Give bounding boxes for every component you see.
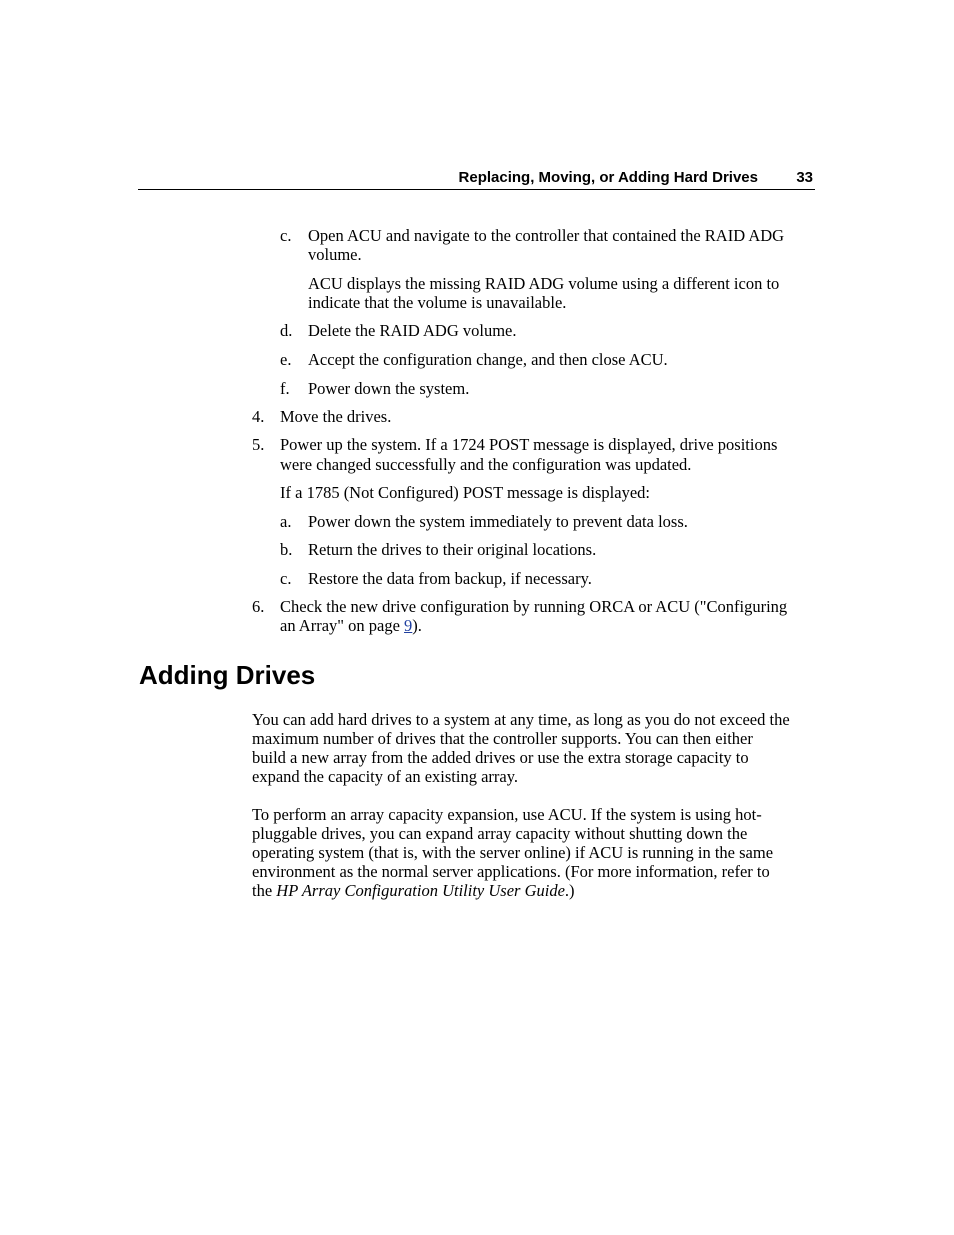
text-fragment: an Array" on page: [280, 616, 405, 635]
list-item-note: indicate that the volume is unavailable.: [308, 293, 567, 312]
list-marker: b.: [280, 540, 293, 559]
list-marker: c.: [280, 226, 292, 245]
paragraph-line: pluggable drives, you can expand array capacity without shutting down the: [252, 824, 748, 843]
section-heading: Adding Drives: [139, 660, 316, 690]
page-link[interactable]: 9: [404, 616, 413, 635]
paragraph-line: [252, 881, 575, 900]
list-item-text: Check the new drive configuration by running ORCA or ACU ("Configuring: [280, 597, 788, 616]
header-title: Replacing, Moving, or Adding Hard Drives: [458, 169, 758, 186]
list-marker: 5.: [252, 435, 265, 454]
list-item-text: Power down the system.: [308, 379, 470, 398]
list-item-text: Accept the configuration change, and then close ACU.: [308, 350, 668, 369]
guide-title: HP Array Configuration Utility User Guide: [276, 881, 565, 900]
list-item-note: ACU displays the missing RAID ADG volume using a different icon to: [308, 274, 780, 293]
paragraph-line: build a new array from the added drives or use the extra storage capacity to: [252, 748, 749, 767]
list-item-text: were changed successfully and the configuration was updated.: [280, 455, 692, 474]
list-item-text: Power down the system immediately to prevent data loss.: [308, 512, 688, 531]
paragraph-line: maximum number of drives that the controller supports. You can then either: [252, 729, 753, 748]
list-item-text: Open ACU and navigate to the controller that contained the RAID ADG: [308, 226, 785, 245]
paragraph-line: You can add hard drives to a system at any time, as long as you do not exceed the: [252, 710, 790, 729]
running-header: [138, 168, 815, 190]
list-marker: 6.: [252, 597, 265, 616]
list-item-text: Power up the system. If a 1724 POST message is displayed, drive positions: [280, 435, 778, 454]
paragraph-line: To perform an array capacity expansion, use ACU. If the system is using hot-: [252, 805, 762, 824]
page-number: 33: [796, 169, 813, 186]
list-marker: c.: [280, 569, 292, 588]
list-item-text: volume.: [308, 245, 362, 264]
list-item-text: Delete the RAID ADG volume.: [308, 321, 517, 340]
list-item-text: Return the drives to their original locations.: [308, 540, 597, 559]
text-fragment: ).: [412, 616, 422, 635]
list-item-text: Move the drives.: [280, 407, 392, 426]
list-marker: 4.: [252, 407, 265, 426]
paragraph-line: operating system (that is, with the server online) if ACU is running in the same: [252, 843, 774, 862]
list-marker: f.: [280, 379, 290, 398]
list-item-text: [280, 616, 422, 635]
text-fragment: the: [252, 881, 277, 900]
paragraph-line: environment as the normal server applications. (For more information, refer to: [252, 862, 770, 881]
list-item-note: If a 1785 (Not Configured) POST message is displayed:: [280, 483, 650, 502]
list-marker: e.: [280, 350, 292, 369]
text-fragment: .): [564, 881, 575, 900]
list-marker: d.: [280, 321, 293, 340]
list-marker: a.: [280, 512, 292, 531]
paragraph-line: expand the capacity of an existing array.: [252, 767, 519, 786]
list-item-text: Restore the data from backup, if necessary.: [308, 569, 592, 588]
